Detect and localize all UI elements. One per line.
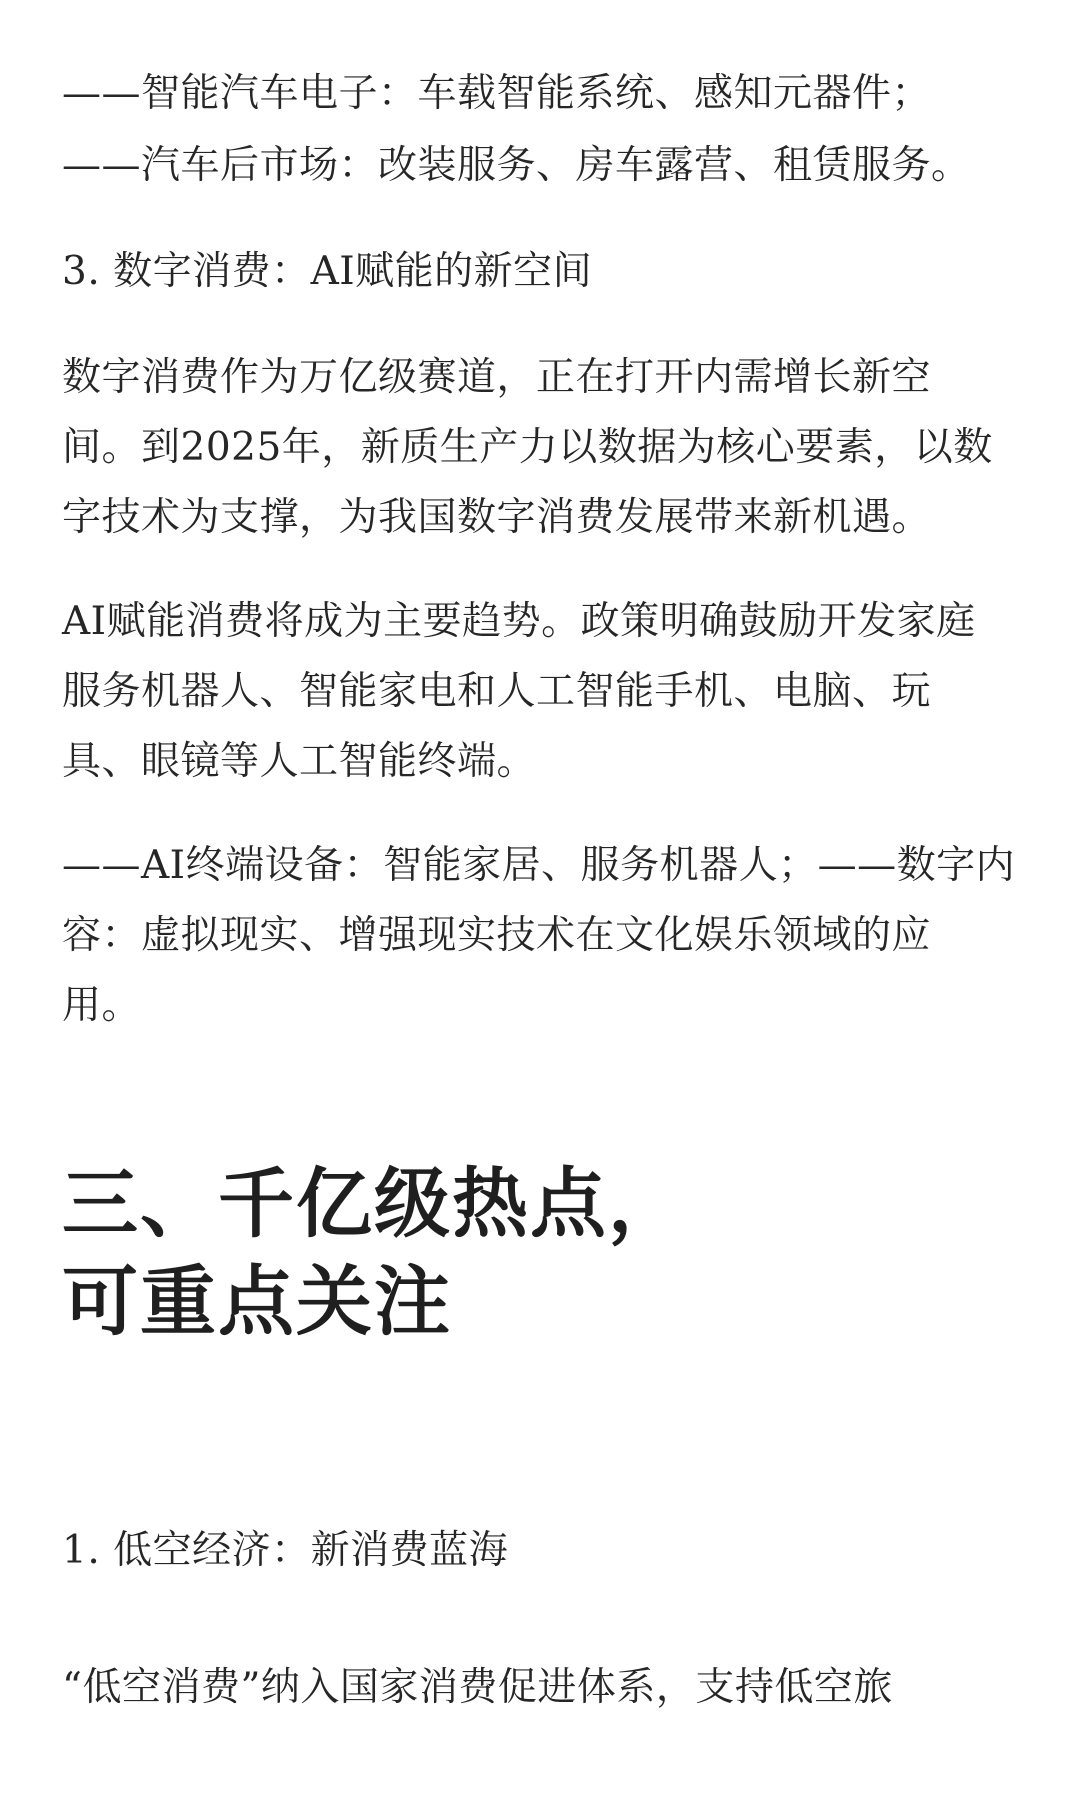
paragraph-line: 容：虚拟现实、增强现实技术在文化娱乐领域的应 xyxy=(62,913,932,958)
paragraph-line: 间。到2025年，新质生产力以数据为核心要素，以数 xyxy=(62,425,993,470)
paragraph-line: AI赋能消费将成为主要趋势。政策明确鼓励开发家庭 xyxy=(62,599,976,644)
paragraph-line: 数字消费作为万亿级赛道，正在打开内需增长新空 xyxy=(62,355,932,400)
paragraph-line: ——AI终端设备：智能家居、服务机器人；——数字内 xyxy=(62,843,1016,888)
section-title-low-altitude-economy: 1. 低空经济：新消费蓝海 xyxy=(62,1528,509,1573)
paragraph-line: 服务机器人、智能家电和人工智能手机、电脑、玩 xyxy=(62,669,932,714)
section-title-digital-consumption: 3. 数字消费：AI赋能的新空间 xyxy=(62,249,593,294)
paragraph-line: 具、眼镜等人工智能终端。 xyxy=(62,739,537,784)
paragraph-low-altitude-intro: “低空消费”纳入国家消费促进体系，支持低空旅 xyxy=(62,1665,893,1710)
paragraph-line: 字技术为支撑，为我国数字消费发展带来新机遇。 xyxy=(62,495,932,540)
list-item-car-aftermarket: ——汽车后市场：改装服务、房车露营、租赁服务。 xyxy=(62,143,971,188)
chapter-heading-line: 三、千亿级热点， xyxy=(62,1159,686,1248)
list-item-smart-car-electronics: ——智能汽车电子：车载智能系统、感知元器件； xyxy=(62,71,932,116)
chapter-heading-line: 可重点关注 xyxy=(62,1257,452,1346)
paragraph-line: 用。 xyxy=(62,983,142,1028)
